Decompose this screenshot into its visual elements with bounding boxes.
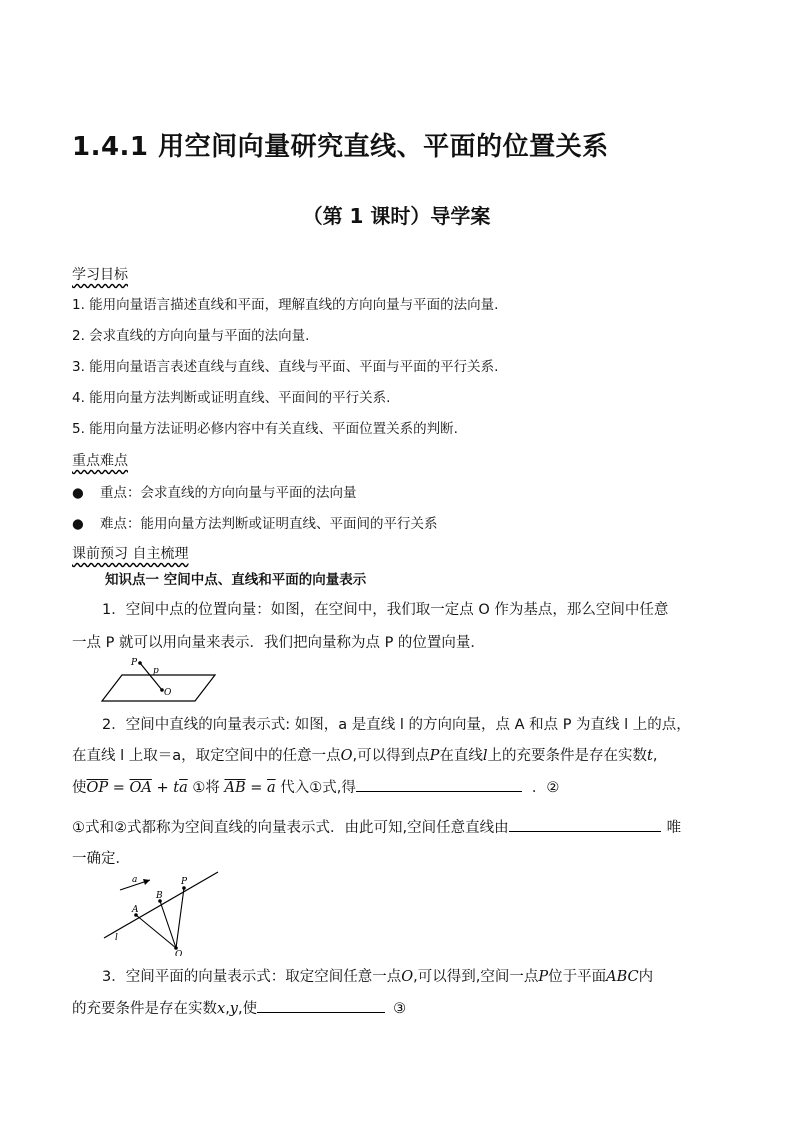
paragraph-2-line-1: 2．空间中直线的向量表示式: 如图，a 是直线 l 的方向向量，点 A 和点 P 为直线 l 上的点， [102,717,691,733]
knowledge-point-heading: 知识点一 空间中点、直线和平面的向量表示 [105,572,367,588]
text-span: ,可以得到,空间一点 [413,969,539,985]
text-span: 在直线 [439,748,483,764]
key-point-item [72,512,438,532]
math-x: x [217,1001,226,1017]
math-abc: ABC [606,969,639,985]
paragraph-1-line-2: 一点 P 就可以用向量来表示．我们把向量称为点 P 的位置向量． [72,635,485,651]
paragraph-2-line-2 [72,744,722,765]
text-span: = [245,780,267,796]
text-span: ③ [393,1001,407,1017]
section-heading-goals: 学习目标 [72,267,128,283]
text-span: ．② [531,780,560,796]
math-p: P [429,748,440,764]
text-span: = [108,780,130,796]
answer-blank[interactable] [257,998,385,1013]
math-t: t [647,748,653,764]
figure2-label-p: P [181,877,188,887]
arrow-head-icon [143,879,150,885]
text-span: ,可以得到点 [352,748,430,764]
vector-a: $\overline{a}$ [266,780,276,796]
figure2-label-a: A [132,905,139,915]
key-point-text: 重点：会求直线的方向向量与平面的法向量 [100,485,357,501]
text-span: 上的充要条件是存在实数 [487,748,648,764]
point-p-dot [138,661,142,665]
text-span: , [652,748,658,764]
text-span: ,使 [238,1001,258,1017]
figure2-label-l: l [115,933,118,943]
figure2-label-a-vec: a [132,875,138,885]
text-span: 的充要条件是存在实数 [72,1001,217,1017]
goal-item: 1. 能用向量语言描述直线和平面，理解直线的方向向量与平面的法向量. [72,297,499,313]
text-span: 位于平面 [548,969,607,985]
plane-shape [102,675,215,701]
vector-a: $\overline{a}$ [179,780,188,796]
section-heading-preview: 课前预习 自主梳理 [72,546,189,562]
figure-line-vector [100,868,225,956]
paragraph-2-line-4 [72,816,722,837]
text-span: 内 [638,969,654,985]
math-o: O [401,969,414,985]
bullet-icon: ● [72,516,84,532]
figure1-label-vec: p [153,666,159,676]
math-o: O [340,748,353,764]
vector-oa: $\overline{OA}$ [129,780,152,796]
math-p: P [538,969,549,985]
text-span: 在直线 l 上取＝a，取定空间中的任意一点 [72,748,341,764]
paragraph-2-line-5: 一确定． [72,851,130,867]
text-span: + [151,780,174,796]
vector-ab: $\overline{AB}$ [224,780,246,796]
figure-position-vector [100,655,220,705]
figure1-label-o: O [164,688,172,698]
paragraph-1-line-1: 1．空间中点的位置向量：如图，在空间中，我们取一定点 O 作为基点，那么空间中任意 [102,602,669,618]
text-span: 代入①式,得 [275,780,356,796]
bullet-icon: ● [72,485,84,501]
text-span: , [225,1001,230,1017]
math-y: y [229,1001,238,1017]
vector-op: $\overline{OP}$ [86,780,109,796]
text-span: 唯 [666,820,682,836]
answer-blank[interactable] [356,777,522,792]
page-title: 1.4.1 用空间向量研究直线、平面的位置关系 [72,132,609,162]
figure2-label-b: B [156,891,163,901]
goal-item: 3. 能用向量语言表述直线与直线、直线与平面、平面与平面的平行关系. [72,359,499,375]
key-point-text: 难点：能用向量方法判断或证明直线、平面间的平行关系 [100,516,438,532]
page-subtitle: （第 1 课时）导学案 [302,204,491,228]
key-point-item [72,481,357,501]
section-heading-key-points: 重点难点 [72,453,128,469]
goal-item: 2. 会求直线的方向向量与平面的法向量. [72,328,310,344]
goal-item: 5. 能用向量方法证明必修内容中有关直线、平面位置关系的判断. [72,421,458,437]
text-span: ①式和②式都称为空间直线的向量表示式．由此可知,空间任意直线由 [72,820,509,836]
answer-blank[interactable] [509,817,661,832]
segment-po [176,888,184,948]
paragraph-2-line-3 [72,776,722,797]
math-t: t [173,780,180,796]
text-span: 3．空间平面的向量表示式：取定空间任意一点 [102,969,402,985]
paragraph-3-line-2 [72,997,722,1018]
goal-item: 4. 能用向量方法判断或证明直线、平面间的平行关系. [72,390,391,406]
figure1-label-p: P [131,658,138,668]
figure2-label-o: O [175,950,183,956]
math-l: l [482,748,488,764]
text-span: ①将 [187,780,225,796]
text-span: 使 [72,780,87,796]
paragraph-3-line-1 [72,965,752,986]
